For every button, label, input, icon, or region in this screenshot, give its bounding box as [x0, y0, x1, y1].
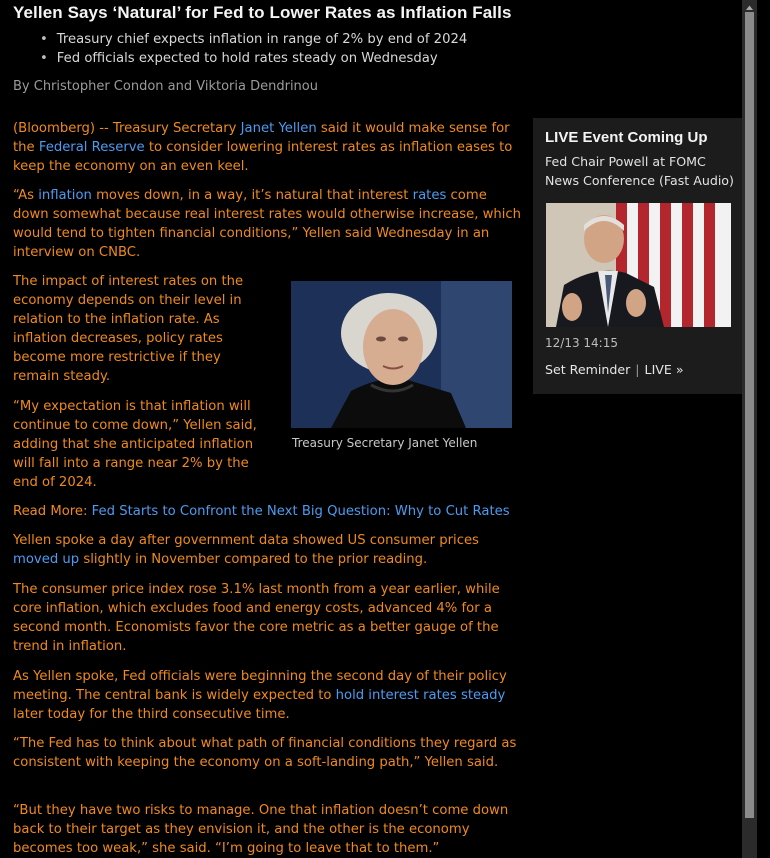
window-edge [757, 0, 770, 858]
summary-bullets [38, 30, 467, 68]
read-more [13, 502, 523, 521]
byline: By Christopher Condon and Viktoria Dendrinou [13, 79, 318, 94]
link-rates[interactable]: rates [412, 188, 447, 203]
paragraph-8: “The Fed has to think about what path of financial conditions they regard as consistent with keeping the economy on a soft-landing path,” Yellen said. [13, 736, 517, 770]
paragraph-5 [13, 531, 523, 569]
paragraph-text: moves down, in a way, it’s natural that interest [91, 188, 413, 203]
read-more-label: Read More: [13, 504, 92, 519]
paragraph-text: Yellen spoke a day after government data showed US consumer prices [13, 533, 479, 548]
photo-caption: Treasury Secretary Janet Yellen [292, 436, 478, 450]
scroll-thumb[interactable] [745, 12, 754, 818]
janet-yellen-photo [291, 281, 512, 428]
paragraph-7 [13, 667, 523, 724]
live-event-heading: LIVE Event Coming Up [545, 129, 708, 146]
paragraph-6: The consumer price index rose 3.1% last month from a year earlier, while core inflation, which excludes food and energy costs, advanced 4% for a second month. Economists favor the core metric as a better gauge of the trend in inflation. [13, 582, 500, 654]
paragraph-text: come down somewhat because real interest rates would otherwise increase, which would tend to tighten financial conditions,” Yellen said Wednesday in an interview on CNBC. [13, 188, 522, 260]
paragraph-1 [13, 119, 523, 176]
paragraph-text: “As [13, 188, 39, 203]
paragraph-text: to consider lowering interest rates as inflation eases to keep the economy on an even keel. [13, 140, 513, 174]
link-hold-rates-steady[interactable]: hold interest rates steady [335, 688, 506, 703]
vertical-scrollbar[interactable] [742, 0, 757, 858]
link-federal-reserve[interactable]: Federal Reserve [38, 140, 145, 155]
paragraph-2 [13, 186, 523, 262]
live-event-actions [545, 362, 684, 377]
link-inflation[interactable]: inflation [38, 188, 92, 203]
paragraph-text: As Yellen spoke, Fed officials were beginning the second day of their policy meeting. The central bank is widely expected to [13, 669, 507, 703]
paragraph-4: “My expectation is that inflation will continue to come down,” Yellen said, adding that she anticipated inflation will fall into a range near 2% by the end of 2024. [13, 399, 257, 490]
link-moved-up[interactable]: moved up [13, 552, 80, 567]
live-event-title[interactable]: Fed Chair Powell at FOMC News Conference (Fast Audio) [545, 154, 734, 188]
paragraph-text: (Bloomberg) -- Treasury Secretary [13, 121, 241, 136]
live-event-card [533, 118, 742, 394]
paragraph-3: The impact of interest rates on the economy depends on their level in relation to the inflation rate. As inflation decreases, policy rates become more restrictive if they remain steady. [13, 274, 244, 384]
portrait-image [291, 281, 512, 428]
action-separator: | [635, 362, 640, 377]
paragraph-text: said it would make sense for the [13, 121, 510, 155]
live-link[interactable]: LIVE » [644, 362, 684, 377]
paragraph-9: “But they have two risks to manage. One that inflation doesn’t come down back to their target as they envision it, and the other is the economy becomes too weak,” she said. “I’m going to leave that to them.” [13, 803, 509, 856]
powell-photo[interactable] [546, 203, 731, 327]
article-headline: Yellen Says ‘Natural’ for Fed to Lower Rates as Inflation Falls [13, 3, 512, 22]
summary-bullet: • Fed officials expected to hold rates steady on Wednesday [38, 49, 467, 68]
set-reminder-link[interactable]: Set Reminder [545, 362, 631, 377]
paragraph-text: later today for the third consecutive time. [13, 707, 290, 722]
event-image [546, 203, 731, 327]
summary-bullet: • Treasury chief expects inflation in range of 2% by end of 2024 [38, 30, 467, 49]
read-more-link[interactable]: Fed Starts to Confront the Next Big Question: Why to Cut Rates [91, 504, 510, 519]
link-janet-yellen[interactable]: Janet Yellen [240, 121, 317, 136]
live-event-date: 12/13 14:15 [545, 336, 618, 350]
paragraph-text: slightly in November compared to the prior reading. [79, 552, 428, 567]
